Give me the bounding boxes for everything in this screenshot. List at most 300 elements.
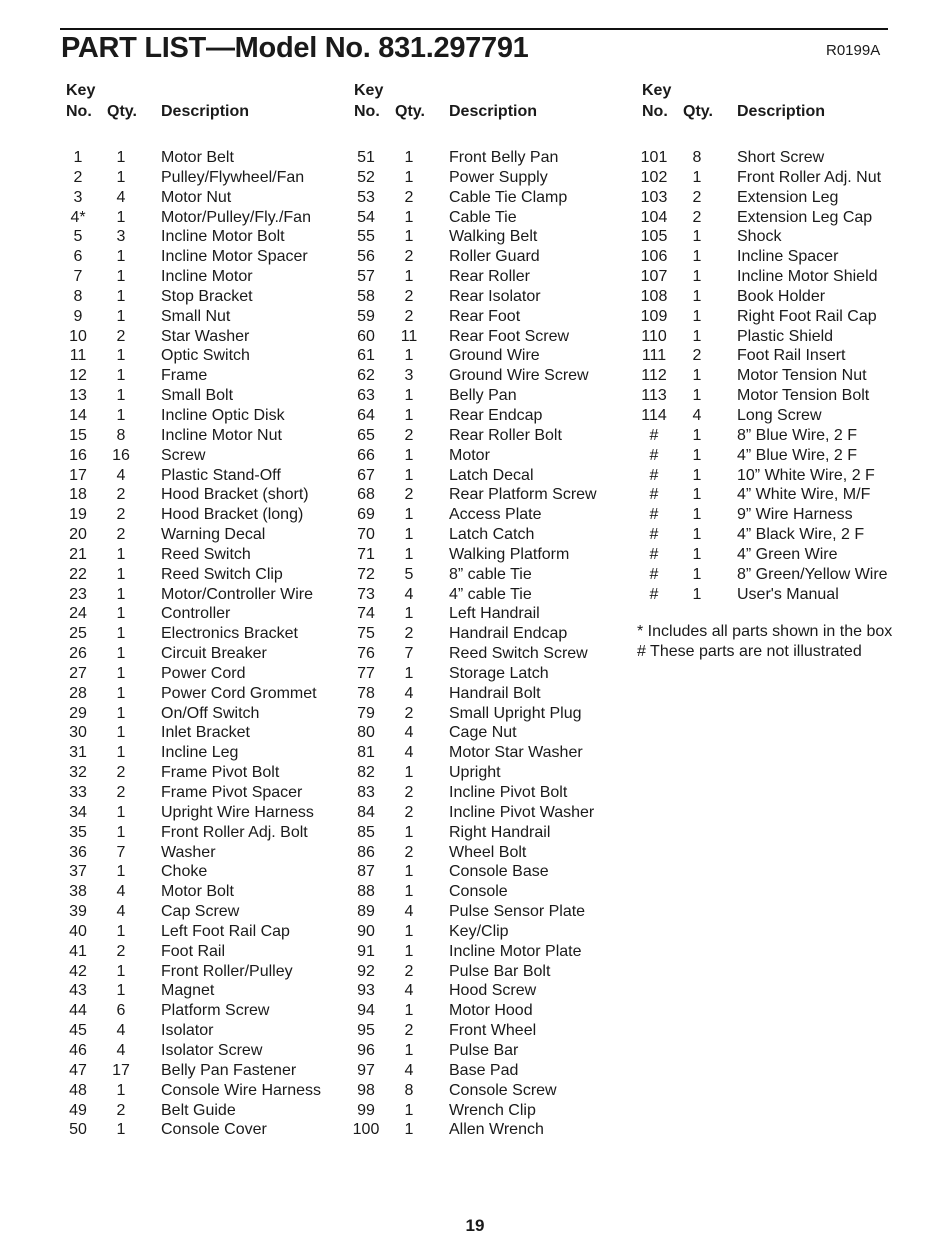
part-quantity: 4	[116, 188, 126, 206]
part-key-number: 53	[357, 188, 375, 206]
part-description: Motor/Pulley/Fly./Fan	[161, 208, 311, 226]
part-key-number: 3	[73, 188, 83, 206]
header-description: Description	[161, 103, 250, 120]
part-description: Long Screw	[737, 406, 822, 424]
part-key-number: 95	[357, 1022, 375, 1040]
part-key-number: 73	[357, 585, 375, 603]
part-description: Right Foot Rail Cap	[737, 307, 877, 325]
part-quantity: 2	[116, 784, 126, 801]
part-description: Motor	[449, 446, 490, 464]
part-quantity: 1	[116, 387, 126, 405]
part-description: Pulse Bar Bolt	[449, 962, 551, 980]
part-key-number: 48	[69, 1081, 87, 1099]
part-quantity: 2	[404, 704, 414, 722]
part-description: Cable Tie	[449, 208, 517, 226]
part-key-number: 101	[640, 149, 668, 166]
part-quantity: 6	[116, 1002, 126, 1020]
part-key-number: 68	[357, 486, 375, 504]
part-quantity: 1	[404, 466, 414, 484]
part-key-number: 30	[69, 724, 87, 742]
part-quantity: 2	[116, 526, 126, 544]
part-description: Stop Bracket	[161, 287, 253, 305]
part-quantity: 8	[404, 1081, 414, 1099]
part-description: Star Washer	[161, 327, 250, 345]
part-quantity: 1	[116, 545, 126, 563]
part-description: Rear Roller Bolt	[449, 426, 562, 444]
header-no: No.	[66, 103, 92, 120]
part-key-number: 74	[357, 605, 375, 623]
part-key-number: 114	[641, 406, 667, 424]
part-description: Cable Tie Clamp	[449, 188, 568, 206]
part-description: Warning Decal	[161, 526, 266, 544]
part-quantity: 2	[404, 287, 414, 305]
part-quantity: 1	[116, 565, 126, 583]
part-quantity: 1	[692, 466, 702, 484]
footnote-asterisk: * Includes all parts shown in the box	[637, 623, 893, 640]
part-quantity: 1	[404, 863, 414, 881]
part-description: Incline Pivot Washer	[449, 803, 595, 821]
part-key-number: 15	[69, 426, 87, 444]
part-key-number: 31	[69, 744, 87, 762]
part-description: Magnet	[161, 982, 215, 1000]
part-description: Incline Motor Plate	[449, 942, 582, 960]
part-key-number: 56	[357, 248, 375, 266]
part-description: Left Foot Rail Cap	[161, 922, 290, 940]
part-quantity: 1	[404, 545, 414, 563]
part-quantity: 1	[116, 268, 126, 286]
part-description: Cap Screw	[161, 903, 240, 921]
part-key-number: 62	[357, 367, 375, 385]
part-key-number: 67	[357, 466, 375, 484]
part-key-number: 14	[69, 406, 87, 424]
part-key-number: 69	[357, 506, 375, 524]
part-quantity: 8	[116, 426, 126, 444]
part-key-number: 94	[357, 1002, 375, 1020]
part-description: Front Belly Pan	[449, 149, 559, 166]
part-quantity: 2	[116, 506, 126, 524]
part-key-number: 71	[357, 545, 375, 563]
part-key-number: 77	[357, 664, 375, 682]
part-description: Console Wire Harness	[161, 1081, 322, 1099]
part-key-number: 28	[69, 684, 87, 702]
header-description: Description	[737, 103, 826, 120]
part-quantity: 1	[404, 387, 414, 405]
part-key-number: 87	[357, 863, 375, 881]
part-key-number: 104	[640, 208, 668, 226]
part-key-number: 20	[69, 526, 87, 544]
part-key-number: 25	[69, 625, 87, 643]
part-key-number: 50	[69, 1121, 87, 1139]
part-description: 4” White Wire, M/F	[737, 486, 871, 504]
part-quantity: 1	[692, 526, 702, 544]
part-key-number: 80	[357, 724, 375, 742]
part-key-number: 52	[357, 168, 375, 186]
part-key-number: 45	[69, 1022, 87, 1040]
header-key: Key	[66, 82, 96, 99]
part-quantity: 1	[692, 168, 702, 186]
part-description: 4” Green Wire	[737, 545, 838, 563]
part-key-number: 27	[69, 664, 87, 682]
part-quantity: 2	[116, 327, 126, 345]
part-description: Optic Switch	[161, 347, 250, 365]
part-key-number: 97	[357, 1061, 375, 1079]
header-description: Description	[449, 103, 538, 120]
part-quantity: 1	[404, 1121, 414, 1139]
part-description: Access Plate	[449, 506, 542, 524]
part-key-number: 8	[73, 287, 83, 305]
part-key-number: 42	[69, 962, 87, 980]
part-key-number: 49	[69, 1101, 87, 1119]
part-description: Shock	[737, 228, 782, 246]
part-description: Storage Latch	[449, 664, 549, 682]
part-key-number: 63	[357, 387, 375, 405]
part-quantity: 1	[404, 883, 414, 901]
part-key-number: 76	[357, 645, 375, 663]
part-quantity: 4	[404, 724, 414, 742]
part-key-number: 107	[640, 268, 668, 286]
part-quantity: 1	[116, 982, 126, 1000]
part-description: Incline Motor Shield	[737, 268, 878, 286]
part-description: Power Cord Grommet	[161, 684, 317, 702]
part-description: Belly Pan Fastener	[161, 1061, 297, 1079]
part-description: Power Supply	[449, 168, 548, 186]
part-description: Allen Wrench	[449, 1121, 544, 1139]
part-quantity: 1	[692, 506, 702, 524]
part-quantity: 1	[116, 724, 126, 742]
part-key-number: 82	[357, 764, 375, 782]
part-quantity: 1	[692, 426, 702, 444]
part-description: 4” cable Tie	[449, 585, 532, 603]
part-quantity: 2	[404, 307, 414, 325]
part-description: Belt Guide	[161, 1101, 236, 1119]
part-description: 8” Blue Wire, 2 F	[737, 426, 858, 444]
part-description: Rear Isolator	[449, 287, 541, 305]
part-description: Ground Wire Screw	[449, 367, 589, 385]
part-description: Motor Belt	[161, 149, 234, 166]
part-quantity: 1	[116, 744, 126, 762]
part-key-number: #	[649, 426, 659, 444]
part-quantity: 2	[692, 347, 702, 365]
part-key-number: 64	[357, 406, 375, 424]
part-quantity: 2	[404, 843, 414, 861]
part-quantity: 1	[116, 645, 126, 663]
part-description: Cage Nut	[449, 724, 517, 742]
part-description: Inlet Bracket	[161, 724, 250, 742]
part-description: Belly Pan	[449, 387, 517, 405]
part-description: Plastic Shield	[737, 327, 834, 345]
part-key-number: 10	[69, 327, 87, 345]
part-key-number: #	[649, 506, 659, 524]
part-description: Isolator	[161, 1022, 214, 1040]
part-key-number: 109	[640, 307, 668, 325]
part-quantity: 1	[116, 823, 126, 841]
part-key-number: 33	[69, 784, 87, 801]
part-description: Console Screw	[449, 1081, 557, 1099]
part-description: Pulse Sensor Plate	[449, 903, 586, 921]
part-quantity: 1	[116, 962, 126, 980]
part-key-number: 37	[69, 863, 87, 881]
part-key-number: 19	[69, 506, 87, 524]
part-key-number: 41	[69, 942, 87, 960]
part-key-number: 83	[357, 784, 375, 801]
part-description: Front Roller Adj. Nut	[737, 168, 882, 186]
part-quantity: 2	[404, 426, 414, 444]
part-quantity: 1	[116, 1121, 126, 1139]
part-quantity: 11	[400, 327, 418, 345]
part-quantity: 4	[404, 982, 414, 1000]
part-quantity: 2	[404, 486, 414, 504]
part-description: Incline Motor Spacer	[161, 248, 308, 266]
part-description: Short Screw	[737, 149, 825, 166]
part-description: Motor/Controller Wire	[161, 585, 314, 603]
part-key-number: 61	[357, 347, 375, 365]
part-key-number: #	[649, 526, 659, 544]
part-quantity: 1	[404, 1002, 414, 1020]
part-quantity: 1	[116, 803, 126, 821]
part-description: Handrail Bolt	[449, 684, 541, 702]
part-key-number: #	[649, 466, 659, 484]
part-key-number: 16	[69, 446, 87, 464]
part-quantity: 1	[116, 684, 126, 702]
part-description: Hood Bracket (long)	[161, 506, 304, 524]
part-quantity: 1	[404, 406, 414, 424]
part-key-number: 44	[69, 1002, 87, 1020]
part-description: Reed Switch Screw	[449, 645, 588, 663]
part-description: Isolator Screw	[161, 1041, 263, 1059]
part-description: Walking Belt	[449, 228, 538, 246]
header-key: Key	[354, 82, 384, 99]
part-key-number: 81	[357, 744, 375, 762]
part-description: Motor Nut	[161, 188, 232, 206]
part-quantity: 4	[116, 1041, 126, 1059]
part-quantity: 1	[692, 287, 702, 305]
part-key-number: 32	[69, 764, 87, 782]
part-description: Frame	[161, 367, 208, 385]
part-description: Rear Foot	[449, 307, 521, 325]
part-description: Console	[449, 883, 508, 901]
part-quantity: 1	[404, 1041, 414, 1059]
part-quantity: 1	[404, 764, 414, 782]
part-description: Incline Pivot Bolt	[449, 784, 568, 801]
part-description: Incline Leg	[161, 744, 239, 762]
part-quantity: 4	[404, 903, 414, 921]
part-description: User's Manual	[737, 585, 839, 603]
part-description: Hood Screw	[449, 982, 537, 1000]
part-quantity: 2	[692, 208, 702, 226]
part-description: Motor Hood	[449, 1002, 533, 1020]
part-quantity: 1	[692, 367, 702, 385]
part-description: Frame Pivot Bolt	[161, 764, 280, 782]
part-key-number: 43	[69, 982, 87, 1000]
part-quantity: 1	[692, 307, 702, 325]
part-key-number: #	[649, 545, 659, 563]
part-quantity: 1	[692, 446, 702, 464]
part-key-number: 92	[357, 962, 375, 980]
part-key-number: #	[649, 565, 659, 583]
part-description: Plastic Stand-Off	[161, 466, 281, 484]
part-description: Motor Bolt	[161, 883, 234, 901]
part-key-number: 84	[357, 803, 375, 821]
part-key-number: 39	[69, 903, 87, 921]
part-quantity: 1	[404, 605, 414, 623]
part-description: Circuit Breaker	[161, 645, 267, 663]
part-key-number: 13	[69, 387, 87, 405]
part-quantity: 1	[404, 208, 414, 226]
part-quantity: 2	[404, 1022, 414, 1040]
part-description: Small Upright Plug	[449, 704, 582, 722]
part-description: Frame Pivot Spacer	[161, 784, 303, 801]
part-description: Incline Motor	[161, 268, 253, 286]
part-quantity: 1	[116, 248, 126, 266]
part-key-number: #	[649, 585, 659, 603]
part-quantity: 1	[116, 625, 126, 643]
part-description: Platform Screw	[161, 1002, 270, 1020]
part-key-number: 112	[641, 367, 667, 385]
part-quantity: 4	[404, 1061, 414, 1079]
part-description: Handrail Endcap	[449, 625, 568, 643]
part-quantity: 1	[116, 1081, 126, 1099]
part-description: Reed Switch Clip	[161, 565, 283, 583]
header-qty: Qty.	[683, 103, 713, 120]
part-description: Key/Clip	[449, 922, 509, 940]
part-description: Front Roller Adj. Bolt	[161, 823, 308, 841]
part-description: Electronics Bracket	[161, 625, 298, 643]
part-quantity: 2	[404, 188, 414, 206]
part-key-number: 113	[641, 387, 667, 405]
part-quantity: 5	[404, 565, 414, 583]
part-description: Extension Leg Cap	[737, 208, 873, 226]
part-key-number: 54	[357, 208, 375, 226]
part-key-number: 46	[69, 1041, 87, 1059]
part-key-number: 70	[357, 526, 375, 544]
part-key-number: 102	[640, 168, 668, 186]
part-key-number: 108	[640, 287, 668, 305]
part-description: Screw	[161, 446, 206, 464]
part-key-number: 59	[357, 307, 375, 325]
part-description: 8” cable Tie	[449, 565, 532, 583]
part-key-number: 12	[69, 367, 87, 385]
part-description: Motor Tension Nut	[737, 367, 867, 385]
part-description: Rear Foot Screw	[449, 327, 570, 345]
part-quantity: 4	[116, 1022, 126, 1040]
part-key-number: 58	[357, 287, 375, 305]
part-quantity: 4	[116, 903, 126, 921]
part-description: Pulley/Flywheel/Fan	[161, 168, 305, 186]
part-quantity: 16	[112, 446, 130, 464]
part-key-number: 72	[357, 565, 375, 583]
header-no: No.	[354, 103, 380, 120]
part-description: Incline Optic Disk	[161, 406, 285, 424]
part-quantity: 1	[404, 942, 414, 960]
part-key-number: 96	[357, 1041, 375, 1059]
part-quantity: 4	[404, 585, 414, 603]
footnote-hash: # These parts are not illustrated	[637, 642, 862, 660]
part-description: Small Nut	[161, 307, 231, 325]
part-quantity: 1	[692, 248, 702, 266]
part-key-number: 110	[641, 327, 667, 345]
part-quantity: 2	[404, 803, 414, 821]
part-description: Motor Star Washer	[449, 744, 583, 762]
part-description: 4” Black Wire, 2 F	[737, 526, 865, 544]
part-quantity: 7	[404, 645, 414, 663]
part-key-number: 66	[357, 446, 375, 464]
part-quantity: 1	[692, 228, 702, 246]
part-description: Upright Wire Harness	[161, 803, 314, 821]
part-description: Extension Leg	[737, 188, 839, 206]
document-code: R0199A	[826, 42, 881, 59]
part-key-number: 34	[69, 803, 87, 821]
part-key-number: 57	[357, 268, 375, 286]
part-key-number: 51	[357, 149, 375, 166]
part-quantity: 1	[116, 605, 126, 623]
part-description: Right Handrail	[449, 823, 551, 841]
part-quantity: 1	[116, 367, 126, 385]
part-description: Walking Platform	[449, 545, 570, 563]
part-quantity: 3	[404, 367, 414, 385]
part-quantity: 1	[116, 347, 126, 365]
part-quantity: 4	[404, 684, 414, 702]
part-key-number: 89	[357, 903, 375, 921]
part-description: Base Pad	[449, 1061, 519, 1079]
part-key-number: 9	[73, 307, 83, 325]
part-description: Incline Motor Bolt	[161, 228, 285, 246]
part-quantity: 1	[404, 228, 414, 246]
part-quantity: 1	[404, 446, 414, 464]
part-quantity: 1	[116, 704, 126, 722]
part-key-number: 47	[69, 1061, 87, 1079]
part-description: Latch Catch	[449, 526, 535, 544]
part-key-number: 38	[69, 883, 87, 901]
page-title: PART LIST—Model No. 831.297791	[61, 32, 529, 64]
part-description: Rear Roller	[449, 268, 530, 286]
part-quantity: 3	[116, 228, 126, 246]
part-key-number: 105	[640, 228, 668, 246]
part-key-number: 111	[641, 347, 667, 365]
part-quantity: 1	[404, 168, 414, 186]
part-quantity: 1	[692, 268, 702, 286]
part-description: Incline Motor Nut	[161, 426, 282, 444]
part-description: Foot Rail	[161, 942, 226, 960]
part-key-number: 40	[69, 922, 87, 940]
part-description: Power Cord	[161, 664, 246, 682]
part-key-number: 106	[640, 248, 668, 266]
part-description: Incline Spacer	[737, 248, 839, 266]
part-key-number: 65	[357, 426, 375, 444]
part-description: Washer	[161, 843, 216, 861]
part-description: Motor Tension Bolt	[737, 387, 870, 405]
part-quantity: 1	[116, 406, 126, 424]
part-description: On/Off Switch	[161, 704, 260, 722]
part-description: Upright	[449, 764, 501, 782]
header-qty: Qty.	[395, 103, 425, 120]
part-quantity: 1	[116, 168, 126, 186]
part-key-number: 99	[357, 1101, 375, 1119]
part-key-number: 90	[357, 922, 375, 940]
part-key-number: 2	[73, 168, 83, 186]
part-quantity: 1	[404, 268, 414, 286]
part-description: Reed Switch	[161, 545, 251, 563]
part-key-number: 21	[69, 545, 87, 563]
header-no: No.	[642, 103, 668, 120]
part-key-number: 18	[69, 486, 87, 504]
part-description: Roller Guard	[449, 248, 540, 266]
part-key-number: 75	[357, 625, 375, 643]
part-description: Rear Endcap	[449, 406, 543, 424]
header-qty: Qty.	[107, 103, 137, 120]
part-key-number: 85	[357, 823, 375, 841]
part-key-number: 5	[73, 228, 83, 246]
part-description: Book Holder	[737, 287, 826, 305]
